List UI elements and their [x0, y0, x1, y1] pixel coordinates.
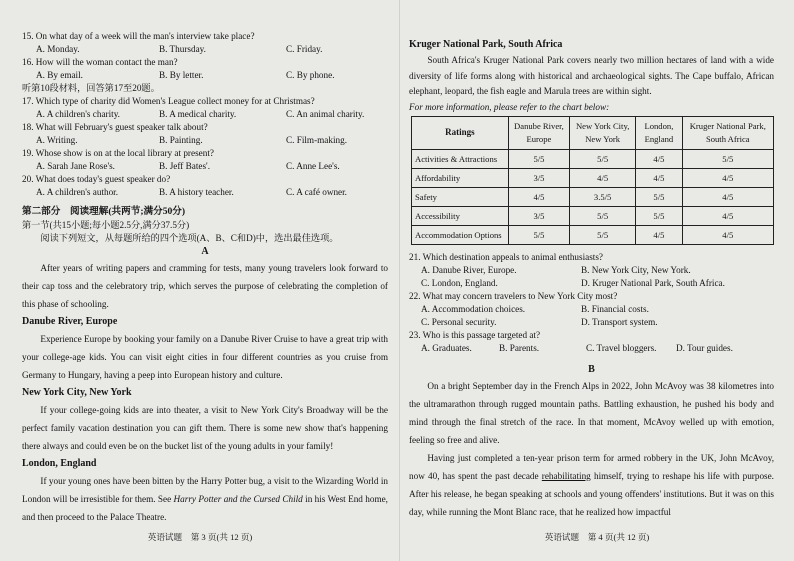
table-cell: 5/5: [636, 206, 682, 225]
table-cell: 5/5: [570, 149, 636, 168]
q22-option-a: A. Accommodation choices.: [421, 303, 526, 314]
q21-option-d: D. Kruger National Park, South Africa.: [581, 277, 725, 288]
table-cell: 4/5: [636, 225, 682, 244]
question-22: 22. What may concern travelers to New York City most?: [409, 290, 618, 301]
q22-option-b: B. Financial costs.: [581, 303, 649, 314]
header-new-york: New York City, New York: [570, 116, 636, 149]
underlined-word: rehabilitating: [541, 470, 591, 481]
table-cell: 5/5: [636, 187, 682, 206]
q21-options-row-1: [409, 264, 774, 277]
q20-option-c: C. A café owner.: [286, 187, 347, 197]
question-16: 16. How will the woman contact the man?: [22, 57, 178, 67]
question-15: 15. On what day of a week will the man's interview take place?: [22, 31, 255, 41]
new-york-paragraph: If your college-going kids are into theater, a visit to New York City's Broadway will be the perfect family vacation destination you can gift them. There is some new show that's happening there always and could even be on the bucket list of the young adults in your family!: [22, 405, 388, 451]
q20-options: [22, 186, 388, 199]
new-york-heading: New York City, New York: [22, 387, 132, 398]
q23-option-c: C. Travel bloggers.: [586, 342, 657, 353]
page-4-footer: 英语试题 第 4 页(共 12 页): [544, 532, 650, 542]
table-cell: 5/5: [682, 149, 773, 168]
header-kruger: Kruger National Park, South Africa: [682, 116, 773, 149]
reading-instructions: 阅读下列短文，从每题所给的四个选项(A、B、C和D)中，选出最佳选项。: [40, 233, 339, 243]
q18-option-c: C. Film-making.: [286, 135, 347, 145]
table-cell: 4/5: [570, 168, 636, 187]
q22-option-c: C. Personal security.: [421, 316, 497, 327]
q17-option-b: B. A medical charity.: [159, 109, 237, 119]
question-18: 18. What will February's guest speaker talk about?: [22, 122, 208, 132]
q17-option-a: A. A children's charity.: [36, 109, 120, 119]
q18-option-b: B. Painting.: [159, 135, 203, 145]
q15-options: [22, 43, 388, 56]
harry-potter-title: Harry Potter and the Cursed Child: [173, 494, 303, 504]
table-cell: 5/5: [570, 206, 636, 225]
london-text-part-2: in his West End home, and then proceed to the Palace Theatre.: [22, 494, 388, 522]
ratings-table: [411, 116, 774, 245]
more-info-note: For more information, please refer to the chart below:: [409, 101, 610, 112]
page-3-footer: 英语试题 第 3 页(共 12 页): [147, 532, 253, 542]
question-17: 17. Which type of charity did Women's League collect money for at Christmas?: [22, 96, 315, 106]
q15-option-c: C. Friday.: [286, 44, 323, 54]
q23-option-b: B. Parents.: [499, 342, 540, 353]
table-cell: 4/5: [682, 206, 773, 225]
header-danube: Danube River, Europe: [508, 116, 569, 149]
q18-option-a: A. Writing.: [36, 135, 78, 145]
q20-option-a: A. A children's author.: [36, 187, 119, 197]
question-23: 23. Who is this passage targeted at?: [409, 329, 541, 340]
table-cell: 4/5: [636, 168, 682, 187]
row-label: Accessibility: [412, 206, 509, 225]
table-cell: 3/5: [508, 206, 569, 225]
q16-option-a: A. By email.: [36, 70, 83, 80]
table-cell: 4/5: [682, 225, 773, 244]
row-label: Affordability: [412, 168, 509, 187]
q21-option-b: B. New York City, New York.: [581, 264, 691, 275]
header-ratings: Ratings: [412, 116, 509, 149]
table-cell: 5/5: [508, 225, 569, 244]
table-cell: 4/5: [636, 149, 682, 168]
q22-options-row-1: [409, 303, 774, 316]
q16-options: [22, 69, 388, 82]
table-cell: 5/5: [508, 149, 569, 168]
q19-option-a: A. Sarah Jane Rose's.: [36, 161, 115, 171]
kruger-heading: Kruger National Park, South Africa: [409, 39, 563, 50]
page-4: [400, 0, 794, 561]
q23-options: [409, 342, 774, 355]
table-row: [412, 206, 774, 225]
table-row: [412, 168, 774, 187]
q21-options-row-2: [409, 277, 774, 290]
row-label: Accommodation Options: [412, 225, 509, 244]
row-label: Activities & Attractions: [412, 149, 509, 168]
question-19: 19. Whose show is on at the local library at present?: [22, 148, 214, 158]
row-label: Safety: [412, 187, 509, 206]
q21-option-a: A. Danube River, Europe.: [421, 264, 517, 275]
table-cell: 4/5: [682, 168, 773, 187]
passage-b-paragraph-1: On a bright September day in the French Alps in 2022, John McAvoy was 38 kilometres into the ultramarathon through rugged mountain paths. Battling exhaustion, he pushed his body and mind through the final stretch of the race. In that moment, McAvoy welled up with emotion, feeling so free and alive.: [409, 380, 774, 445]
london-paragraph: [22, 472, 388, 526]
london-heading: London, England: [22, 458, 97, 469]
table-row: [412, 187, 774, 206]
q19-options: [22, 160, 388, 173]
q18-options: [22, 134, 388, 147]
table-cell: 4/5: [508, 187, 569, 206]
passage-a-label: A: [201, 246, 209, 257]
q22-options-row-2: [409, 316, 774, 329]
b-text-part-2: himself, trying to reshape his life with purpose. After his release, he began speaking at schools and young offenders' institutions. But it was on this day, while running the Mont Blanc race, that he realized how impactful: [409, 470, 774, 517]
q16-option-b: B. By letter.: [159, 70, 204, 80]
q17-option-c: C. An animal charity.: [286, 109, 365, 119]
table-row: [412, 149, 774, 168]
table-header-row: [412, 116, 774, 149]
header-london: London, England: [636, 116, 682, 149]
london-text-part-1: If your young ones have been bitten by the Harry Potter bug, a visit to the Wizarding World in London will be irresistible for them. See: [22, 476, 388, 504]
passage-b-label: B: [588, 363, 595, 375]
q17-options: [22, 108, 388, 121]
q15-option-a: A. Monday.: [36, 44, 80, 54]
passage-b-paragraph-2: [409, 449, 774, 521]
q15-option-b: B. Thursday.: [159, 44, 206, 54]
table-cell: 5/5: [570, 225, 636, 244]
kruger-paragraph: South Africa's Kruger National Park covers nearly two million hectares of land with a wide diversity of life forms along with historical and archaeological sights. The Cape buffalo, African elephant, leopard, the fish eagle and Marula trees are within sight.: [409, 55, 774, 96]
q20-option-b: B. A history teacher.: [159, 187, 234, 197]
danube-paragraph: Experience Europe by booking your family on a Danube River Cruise to have a great trip with your college-age kids. You can visit eight cities in four different countries as you cruise from Germany to Hungary, having a peep into European history and culture.: [22, 334, 388, 380]
q21-option-c: C. London, England.: [421, 277, 498, 288]
q23-option-a: A. Graduates.: [421, 342, 472, 353]
question-20: 20. What does today's guest speaker do?: [22, 174, 171, 184]
q16-option-c: C. By phone.: [286, 70, 335, 80]
passage-a-intro: After years of writing papers and cramming for tests, many young travelers look forward to their cap toss and the celebratory trip, which serves the purpose of celebrating the completion of this phase of schooling.: [22, 263, 388, 309]
section-1-heading: 第一节(共15小题;每小题2.5分,满分37.5分): [22, 220, 190, 230]
listening-note: 听第10段材料，回答第17至20题。: [22, 83, 160, 93]
danube-heading: Danube River, Europe: [22, 316, 118, 327]
question-21: 21. Which destination appeals to animal enthusiasts?: [409, 251, 604, 262]
table-cell: 3/5: [508, 168, 569, 187]
b-text-part-1: Having just completed a ten-year prison term for armed robbery in the UK, John McAvoy, now 40, has spent the past decade: [409, 452, 774, 481]
table-cell: 4/5: [682, 187, 773, 206]
table-row: [412, 225, 774, 244]
table-cell: 3.5/5: [570, 187, 636, 206]
q19-option-b: B. Jeff Bates'.: [159, 161, 210, 171]
part-2-heading: 第二部分 阅读理解(共两节;满分50分): [22, 206, 186, 217]
q19-option-c: C. Anne Lee's.: [286, 161, 340, 171]
q23-option-d: D. Tour guides.: [676, 342, 733, 353]
q22-option-d: D. Transport system.: [581, 316, 658, 327]
